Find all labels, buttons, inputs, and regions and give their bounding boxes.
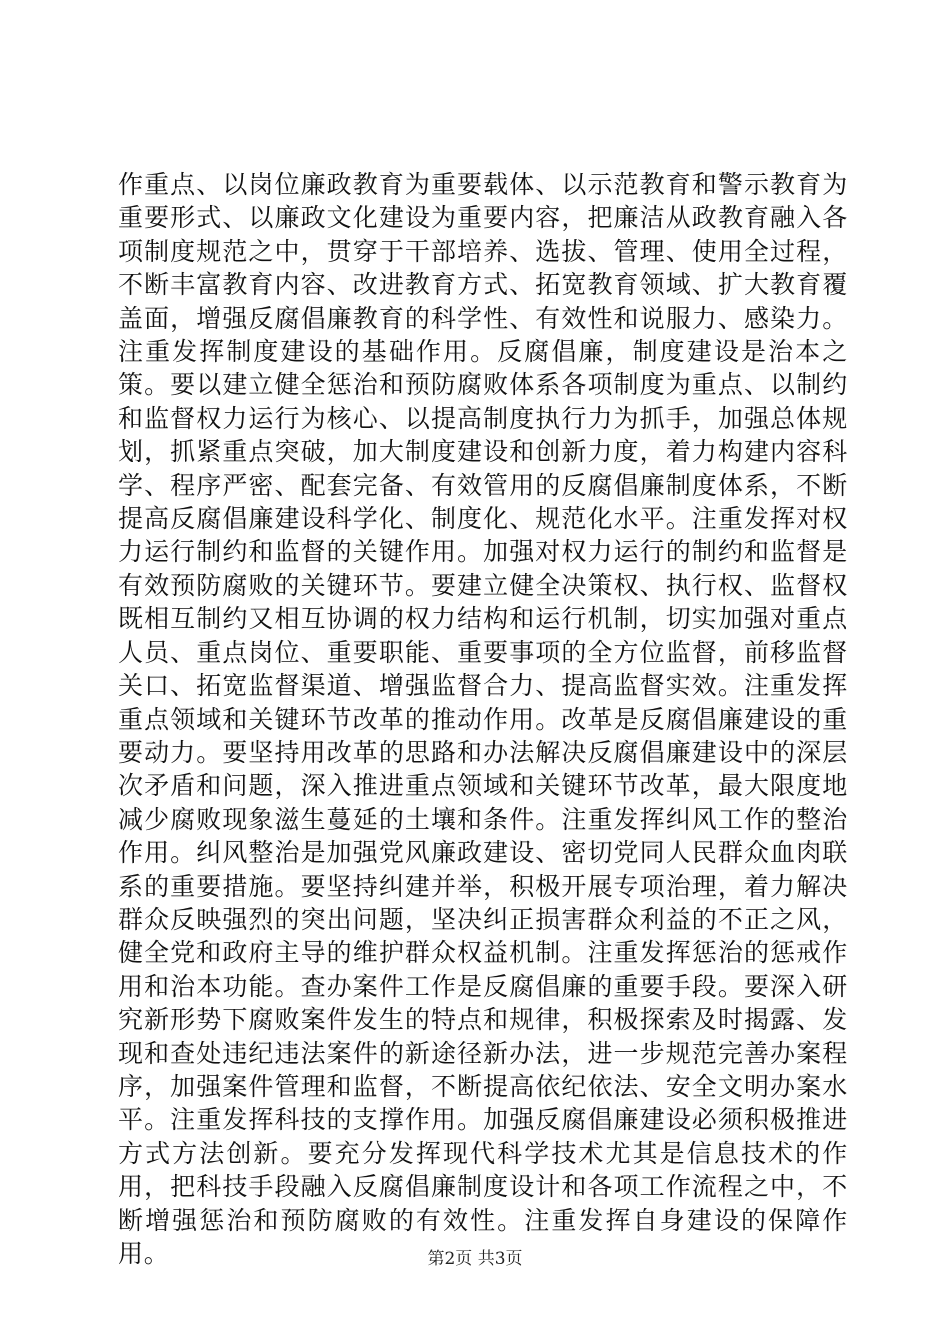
page-footer: 第2页 共3页 (427, 1249, 523, 1269)
body-paragraph: 作重点、以岗位廉政教育为重要载体、以示范教育和警示教育为重要形式、以廉政文化建设为重要内容，把廉洁从政教育融入各项制度规范之中，贯穿于干部培养、选拔、管理、使用全过程，不断丰富教育内容、改进教育方式、拓宽教育领域、扩大教育覆盖面，增强反腐倡廉教育的科学性、有效性和说服力、感染力。注重发挥制度建设的基础作用。反腐倡廉，制度建设是治本之策。要以建立健全惩治和预防腐败体系各项制度为重点、以制约和监督权力运行为核心、以提高制度执行力为抓手，加强总体规划，抓紧重点突破，加大制度建设和创新力度，着力构建内容科学、程序严密、配套完备、有效管用的反腐倡廉制度体系，不断提高反腐倡廉建设科学化、制度化、规范化水平。注重发挥对权力运行制约和监督的关键作用。加强对权力运行的制约和监督是有效预防腐败的关键环节。要建立健全决策权、执行权、监督权既相互制约又相互协调的权力结构和运行机制，切实加强对重点人员、重点岗位、重要职能、重要事项的全方位监督，前移监督关口、拓宽监督渠道、增强监督合力、提高监督实效。注重发挥重点领域和关键环节改革的推动作用。改革是反腐倡廉建设的重要动力。要坚持用改革的思路和办法解决反腐倡廉建设中的深层次矛盾和问题，深入推进重点领域和关键环节改革，最大限度地减少腐败现象滋生蔓延的土壤和条件。注重发挥纠风工作的整治作用。纠风整治是加强党风廉政建设、密切党同人民群众血肉联系的重要措施。要坚持纠建并举，积极开展专项治理，着力解决群众反映强烈的突出问题，坚决纠正损害群众利益的不正之风，健全党和政府主导的维护群众权益机制。注重发挥惩治的惩戒作用和治本功能。查办案件工作是反腐倡廉的重要手段。要深入研究新形势下腐败案件发生的特点和规律，积极探索及时揭露、发现和查处违纪违法案件的新途径新办法，进一步规范完善办案程序，加强案件管理和监督，不断提高依纪依法、安全文明办案水平。注重发挥科技的支撑作用。加强反腐倡廉建设必须积极推进方式方法创新。要充分发挥现代科学技术尤其是信息技术的作用，把科技手段融入反腐倡廉制度设计和各项工作流程之中，不断增强惩治和预防腐败的有效性。注重发挥自身建设的保障作用。 (118, 170, 848, 1268)
